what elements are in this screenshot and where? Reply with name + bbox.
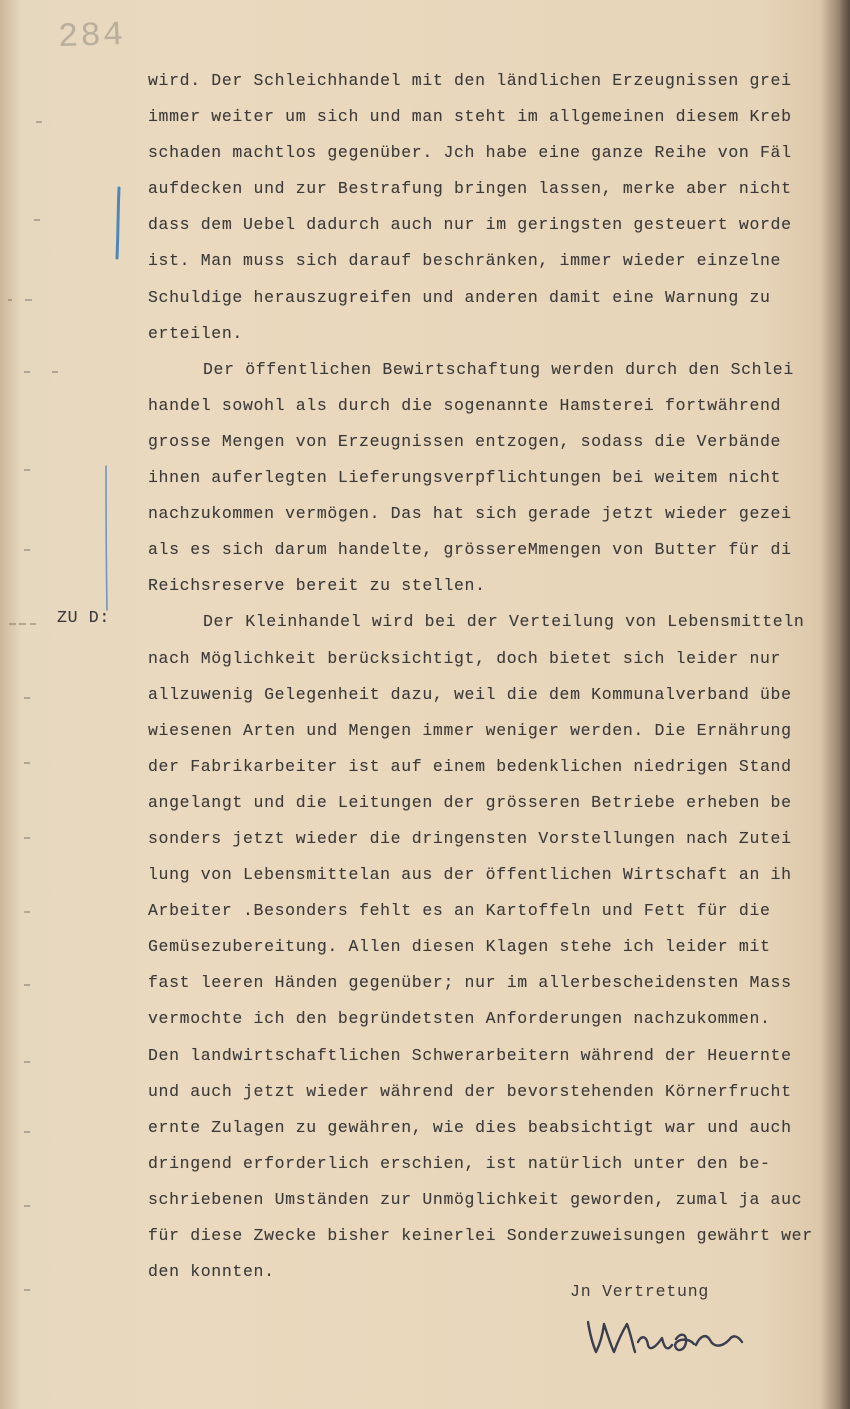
margin-markings [0,0,140,1409]
page-edge-shadow [840,0,850,1409]
text-line: Gemüsezubereitung. Allen diesen Klagen stehe ich leider mit [148,937,771,957]
text-line: der Fabrikarbeiter ist auf einem bedenklichen niedrigen Stand [148,756,792,776]
text-line: grosse Mengen von Erzeugnissen entzogen, sodass die Verbände [148,431,782,451]
text-line: nach Möglichkeit berücksichtigt, doch bietet sich leider nur [148,648,782,668]
text-line: Reichsreserve bereit zu stellen. [148,576,486,596]
text-line: allzuwenig Gelegenheit dazu, weil die dem Kommunalverband übe [148,684,792,704]
text-line: als es sich darum handelte, grössereMmengen von Butter für di [148,540,792,560]
text-line: dass dem Uebel dadurch auch nur im geringsten gesteuert worde [148,215,792,235]
text-line: vermochte ich den begründetsten Anforderungen nachzukommen. [148,1009,771,1029]
blue-pencil-mark [117,188,119,258]
text-line: ist. Man muss sich darauf beschränken, immer wieder einzelne [148,251,782,271]
text-line: Den landwirtschaftlichen Schwerarbeitern während der Heuernte [148,1045,792,1065]
typewritten-body [148,63,850,1290]
text-line: lung von Lebensmittelan aus der öffentlichen Wirtschaft an ih [148,865,792,885]
text-line: ihnen auferlegten Lieferungsverpflichtungen bei weitem nicht [148,468,782,488]
signature-label: Jn Vertretung [570,1282,710,1301]
text-line: dringend erforderlich erschien, ist natürlich unter den be- [148,1153,771,1173]
text-line: Der Kleinhandel wird bei der Verteilung von Lebensmitteln [203,612,805,632]
text-line: erteilen. [148,323,243,343]
text-line: fast leeren Händen gegenüber; nur im allerbescheidensten Mass [148,973,792,993]
blue-pencil-mark [106,466,107,610]
text-line: wird. Der Schleichhandel mit den ländlichen Erzeugnissen grei [148,71,792,90]
text-line: aufdecken und zur Bestrafung bringen lassen, merke aber nicht [148,179,792,199]
text-line: angelangt und die Leitungen der grösseren Betriebe erheben be [148,792,792,812]
text-line: sonders jetzt wieder die dringensten Vorstellungen nach Zutei [148,828,792,848]
text-line: wiesenen Arten und Mengen immer weniger werden. Die Ernährung [148,720,792,740]
text-line: schriebenen Umständen zur Unmöglichkeit geworden, zumal ja auc [148,1189,803,1209]
text-line: und auch jetzt wieder während der bevorstehenden Körnerfrucht [148,1081,792,1101]
left-ruler-ticks [8,122,58,1290]
text-line: für diese Zwecke bisher keinerlei Sonderzuweisungen gewährt wer [148,1226,813,1245]
section-label: ZU D: [57,608,111,627]
handwritten-signature-icon [580,1314,750,1359]
text-line: nachzukommen vermögen. Das hat sich gerade jetzt wieder gezei [148,504,792,524]
text-line: immer weiter um sich und man steht im allgemeinen diesem Kreb [148,107,792,127]
page-number-stamp: 284 [57,16,126,58]
text-line: den konnten. [148,1262,275,1282]
text-line: Arbeiter .Besonders fehlt es an Kartoffeln und Fett für die [148,901,771,921]
text-line: Der öffentlichen Bewirtschaftung werden durch den Schlei [203,359,794,379]
text-line: ernte Zulagen zu gewähren, wie dies beabsichtigt war und auch [148,1117,792,1137]
text-line: handel sowohl als durch die sogenannte Hamsterei fortwährend [148,395,782,415]
text-line: Schuldige herauszugreifen und anderen damit eine Warnung zu [148,287,771,307]
text-line: schaden machtlos gegenüber. Jch habe eine ganze Reihe von Fäl [148,143,792,163]
